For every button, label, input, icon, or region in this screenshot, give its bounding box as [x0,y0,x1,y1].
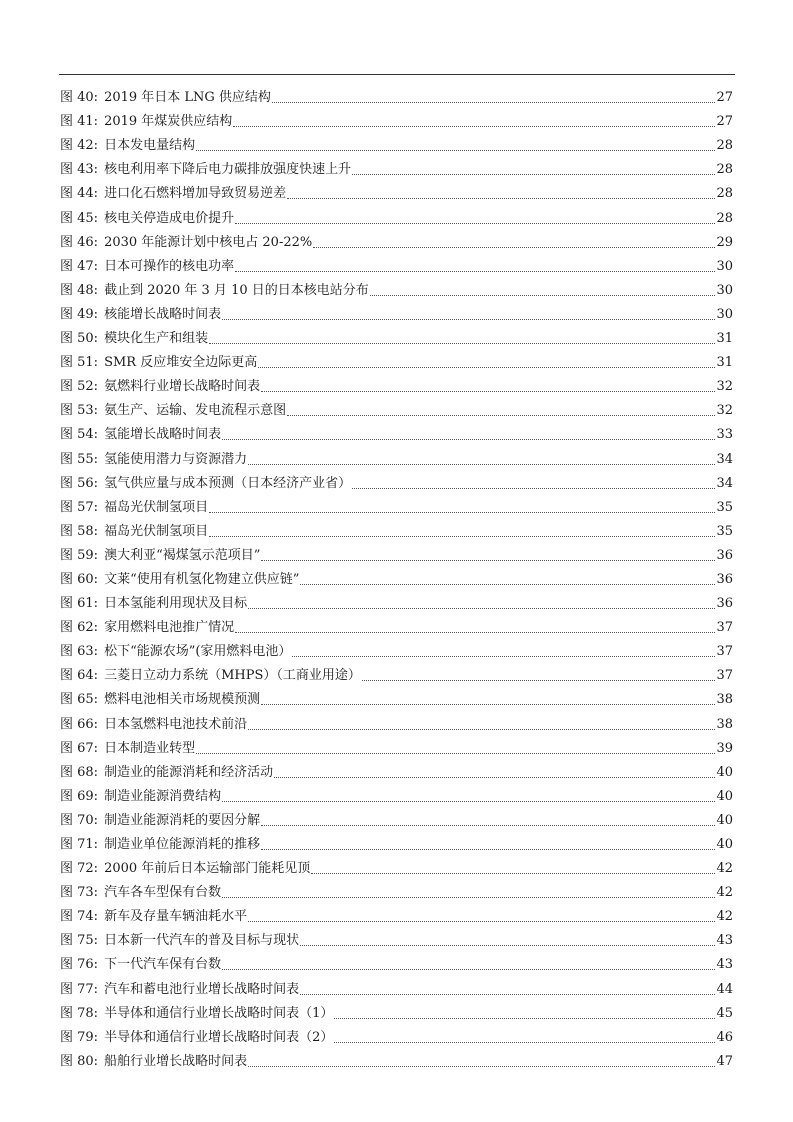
toc-entry[interactable] [60,372,733,396]
dot-leader [287,198,715,199]
dot-leader [233,126,715,127]
figure-number: 图 71: [60,837,99,852]
figure-number: 图 58: [60,523,99,539]
figure-list [60,83,733,1071]
page-number: 35 [716,499,733,515]
toc-entry[interactable] [60,155,733,179]
dot-leader [235,632,715,633]
page-number: 47 [716,1053,733,1069]
figure-number: 图 77: [60,981,99,997]
figure-number: 图 69: [60,788,99,804]
figure-title: 氢能增长战略时间表 [104,427,222,443]
toc-entry[interactable] [60,541,733,565]
dot-leader [272,102,716,103]
figure-title: 日本新一代汽车的普及目标与现状 [104,933,300,949]
figure-title: 澳大利亚“褐煤氢示范项目” [104,547,261,563]
figure-number: 图 45: [60,210,99,226]
figure-number: 图 61: [60,596,99,612]
dot-leader [370,295,716,296]
toc-entry[interactable] [60,974,733,998]
figure-title: 2000 年前后日本运输部门能耗见顶 [104,861,311,877]
toc-entry[interactable] [60,565,733,589]
dot-leader [261,704,715,705]
toc-entry[interactable] [60,878,733,902]
page-number: 40 [716,764,733,780]
dot-leader [300,584,715,585]
figure-title: 截止到 2020 年 3 月 10 日的日本核电站分布 [104,282,369,298]
dot-leader [209,536,715,537]
figure-title: SMR 反应堆安全边际更高 [104,355,258,371]
page-number: 31 [716,355,733,371]
figure-title: 汽车和蓄电池行业增长战略时间表 [104,981,300,997]
dot-leader [235,223,715,224]
figure-title: 文莱“使用有机氢化物建立供应链” [104,571,300,587]
toc-entry[interactable] [60,950,733,974]
figure-number: 图 47: [60,258,99,274]
page-number: 39 [716,740,733,756]
header-rule [59,74,735,75]
page-number: 38 [716,716,733,732]
figure-title: 福岛光伏制氢项目 [104,523,209,539]
page-number: 40 [716,837,733,852]
dot-leader [300,994,715,995]
toc-entry[interactable] [60,806,733,830]
figure-number: 图 56: [60,475,99,491]
toc-entry[interactable] [60,300,733,324]
figure-number: 图 70: [60,812,99,828]
figure-title: 2019 年煤炭供应结构 [104,114,233,130]
toc-entry[interactable] [60,131,733,155]
figure-number: 图 42: [60,138,99,154]
figure-number: 图 64: [60,668,99,684]
toc-entry[interactable] [60,324,733,348]
dot-leader [248,464,715,465]
figure-number: 图 66: [60,716,99,732]
figure-title: 日本氢能利用现状及目标 [104,596,248,612]
dot-leader [222,969,715,970]
toc-entry[interactable] [60,203,733,227]
figure-title: 进口化石燃料增加导致贸易逆差 [104,186,287,202]
dot-leader [313,247,715,248]
figure-number: 图 73: [60,885,99,901]
page-number: 42 [716,909,733,925]
dot-leader [209,343,715,344]
dot-leader [334,1042,715,1043]
dot-leader [248,729,715,730]
page-number: 37 [716,620,733,636]
dot-leader [334,1018,715,1019]
toc-entry[interactable] [60,902,733,926]
figure-number: 图 53: [60,403,99,419]
figure-title: 制造业能源消耗的要因分解 [104,812,261,828]
figure-number: 图 68: [60,764,99,780]
figure-title: 下一代汽车保有台数 [104,957,222,973]
figure-number: 图 78: [60,1005,99,1021]
toc-entry[interactable] [60,637,733,661]
figure-title: 核能增长战略时间表 [104,306,222,322]
toc-entry[interactable] [60,589,733,613]
toc-entry[interactable] [60,107,733,131]
toc-entry[interactable] [60,854,733,878]
dot-leader [248,608,715,609]
figure-title: 三菱日立动力系统（MHPS）（工商业用途） [104,668,361,684]
dot-leader [274,777,715,778]
figure-title: 日本可操作的核电功率 [104,258,235,274]
dot-leader [209,512,715,513]
toc-entry[interactable] [60,444,733,468]
figure-title: 福岛光伏制氢项目 [104,499,209,515]
dot-leader [248,1066,715,1067]
figure-number: 图 46: [60,234,99,250]
page-number: 29 [716,234,733,250]
page-number: 37 [716,644,733,660]
toc-entry[interactable] [60,734,733,758]
dot-leader [222,801,715,802]
page-number: 42 [716,861,733,877]
page-number: 28 [716,162,733,178]
toc-entry[interactable] [60,613,733,637]
figure-number: 图 63: [60,644,99,660]
dot-leader [248,921,715,922]
figure-title: 氨燃料行业增长战略时间表 [104,379,261,395]
figure-title: 新车及存量车辆油耗水平 [104,909,248,925]
figure-title: 日本发电量结构 [104,138,196,154]
figure-number: 图 49: [60,306,99,322]
figure-number: 图 74: [60,909,99,925]
dot-leader [261,825,715,826]
page-number: 37 [716,668,733,684]
dot-leader [292,656,715,657]
toc-entry[interactable] [60,782,733,806]
toc-entry[interactable] [60,469,733,493]
dot-leader [261,560,715,561]
toc-entry[interactable] [60,252,733,276]
figure-title: 日本氢燃料电池技术前沿 [104,716,248,732]
figure-number: 图 40: [60,90,99,106]
dot-leader [287,415,715,416]
figure-title: 松下“能源农场”(家用燃料电池） [104,644,292,660]
page-number: 32 [716,403,733,419]
dot-leader [222,439,715,440]
figure-number: 图 55: [60,451,99,467]
page-number: 45 [716,1005,733,1021]
figure-title: 半导体和通信行业增长战略时间表（2） [104,1029,334,1045]
figure-number: 图 60: [60,571,99,587]
figure-title: 半导体和通信行业增长战略时间表（1） [104,1005,334,1021]
page-number: 35 [716,523,733,539]
page-number: 27 [716,90,733,106]
toc-entry[interactable] [60,493,733,517]
figure-title: 氨生产、运输、发电流程示意图 [104,403,287,419]
figure-number: 图 59: [60,547,99,563]
dot-leader [196,753,715,754]
figure-title: 制造业单位能源消耗的推移 [104,837,261,852]
toc-entry[interactable] [60,396,733,420]
figure-title: 核电关停造成电价提升 [104,210,235,226]
page-number: 44 [716,981,733,997]
toc-entry[interactable] [60,1047,733,1071]
page-number: 33 [716,427,733,443]
figure-number: 图 76: [60,957,99,973]
page-number: 32 [716,379,733,395]
toc-entry[interactable] [60,926,733,950]
figure-title: 制造业能源消费结构 [104,788,222,804]
dot-leader [352,174,715,175]
figure-number: 图 80: [60,1053,99,1069]
figure-title: 船舶行业增长战略时间表 [104,1053,248,1069]
toc-entry[interactable] [60,420,733,444]
figure-number: 图 41: [60,114,99,130]
dot-leader [235,271,715,272]
page-number: 28 [716,186,733,202]
figure-number: 图 48: [60,282,99,298]
figure-number: 图 65: [60,692,99,708]
figure-number: 图 43: [60,162,99,178]
page-number: 34 [716,475,733,491]
page-number: 28 [716,210,733,226]
page-number: 36 [716,547,733,563]
page-number: 30 [716,306,733,322]
figure-title: 氢气供应量与成本预测（日本经济产业省） [104,475,352,491]
figure-title: 日本制造业转型 [104,740,196,756]
page-number: 36 [716,596,733,612]
page-number: 46 [716,1029,733,1045]
figure-number: 图 75: [60,933,99,949]
toc-entry[interactable] [60,1023,733,1047]
figure-number: 图 57: [60,499,99,515]
figure-title: 制造业的能源消耗和经济活动 [104,764,274,780]
dot-leader [196,150,715,151]
figure-title: 2019 年日本 LNG 供应结构 [104,90,271,106]
dot-leader [222,897,715,898]
page-number: 30 [716,282,733,298]
page-number: 38 [716,692,733,708]
dot-leader [261,391,715,392]
figure-number: 图 54: [60,427,99,443]
toc-entry[interactable] [60,999,733,1023]
page-number: 43 [716,933,733,949]
page-number: 28 [716,138,733,154]
page-number: 31 [716,331,733,347]
dot-leader [258,367,715,368]
dot-leader [362,680,716,681]
figure-title: 核电利用率下降后电力碳排放强度快速上升 [104,162,352,178]
figure-title: 燃料电池相关市场规模预测 [104,692,261,708]
figure-number: 图 62: [60,620,99,636]
toc-entry[interactable] [60,276,733,300]
figure-title: 汽车各车型保有台数 [104,885,222,901]
figure-number: 图 50: [60,331,99,347]
dot-leader [300,945,715,946]
dot-leader [261,849,715,850]
dot-leader [222,319,715,320]
figure-number: 图 52: [60,379,99,395]
page-number: 27 [716,114,733,130]
figure-number: 图 51: [60,355,99,371]
dot-leader [311,873,715,874]
toc-entry[interactable] [60,228,733,252]
figure-title: 模块化生产和组装 [104,331,209,347]
figure-title: 家用燃料电池推广情况 [104,620,235,636]
page-number: 43 [716,957,733,973]
toc-entry[interactable] [60,179,733,203]
dot-leader [352,488,715,489]
page-number: 40 [716,788,733,804]
page-number: 36 [716,571,733,587]
toc-entry[interactable] [60,661,733,685]
figure-number: 图 67: [60,740,99,756]
toc-entry[interactable] [60,685,733,709]
toc-entry[interactable] [60,709,733,733]
figure-number: 图 44: [60,186,99,202]
toc-entry[interactable] [60,758,733,782]
page-number: 42 [716,885,733,901]
page-number: 30 [716,258,733,274]
toc-entry[interactable] [60,517,733,541]
figure-title: 2030 年能源计划中核电占 20-22% [104,234,313,250]
page-number: 34 [716,451,733,467]
figure-number: 图 79: [60,1029,99,1045]
page-number: 40 [716,812,733,828]
figure-title: 氢能使用潜力与资源潜力 [104,451,248,467]
figure-number: 图 72: [60,861,99,877]
toc-entry[interactable] [60,830,733,854]
toc-entry[interactable] [60,348,733,372]
toc-entry[interactable] [60,83,733,107]
